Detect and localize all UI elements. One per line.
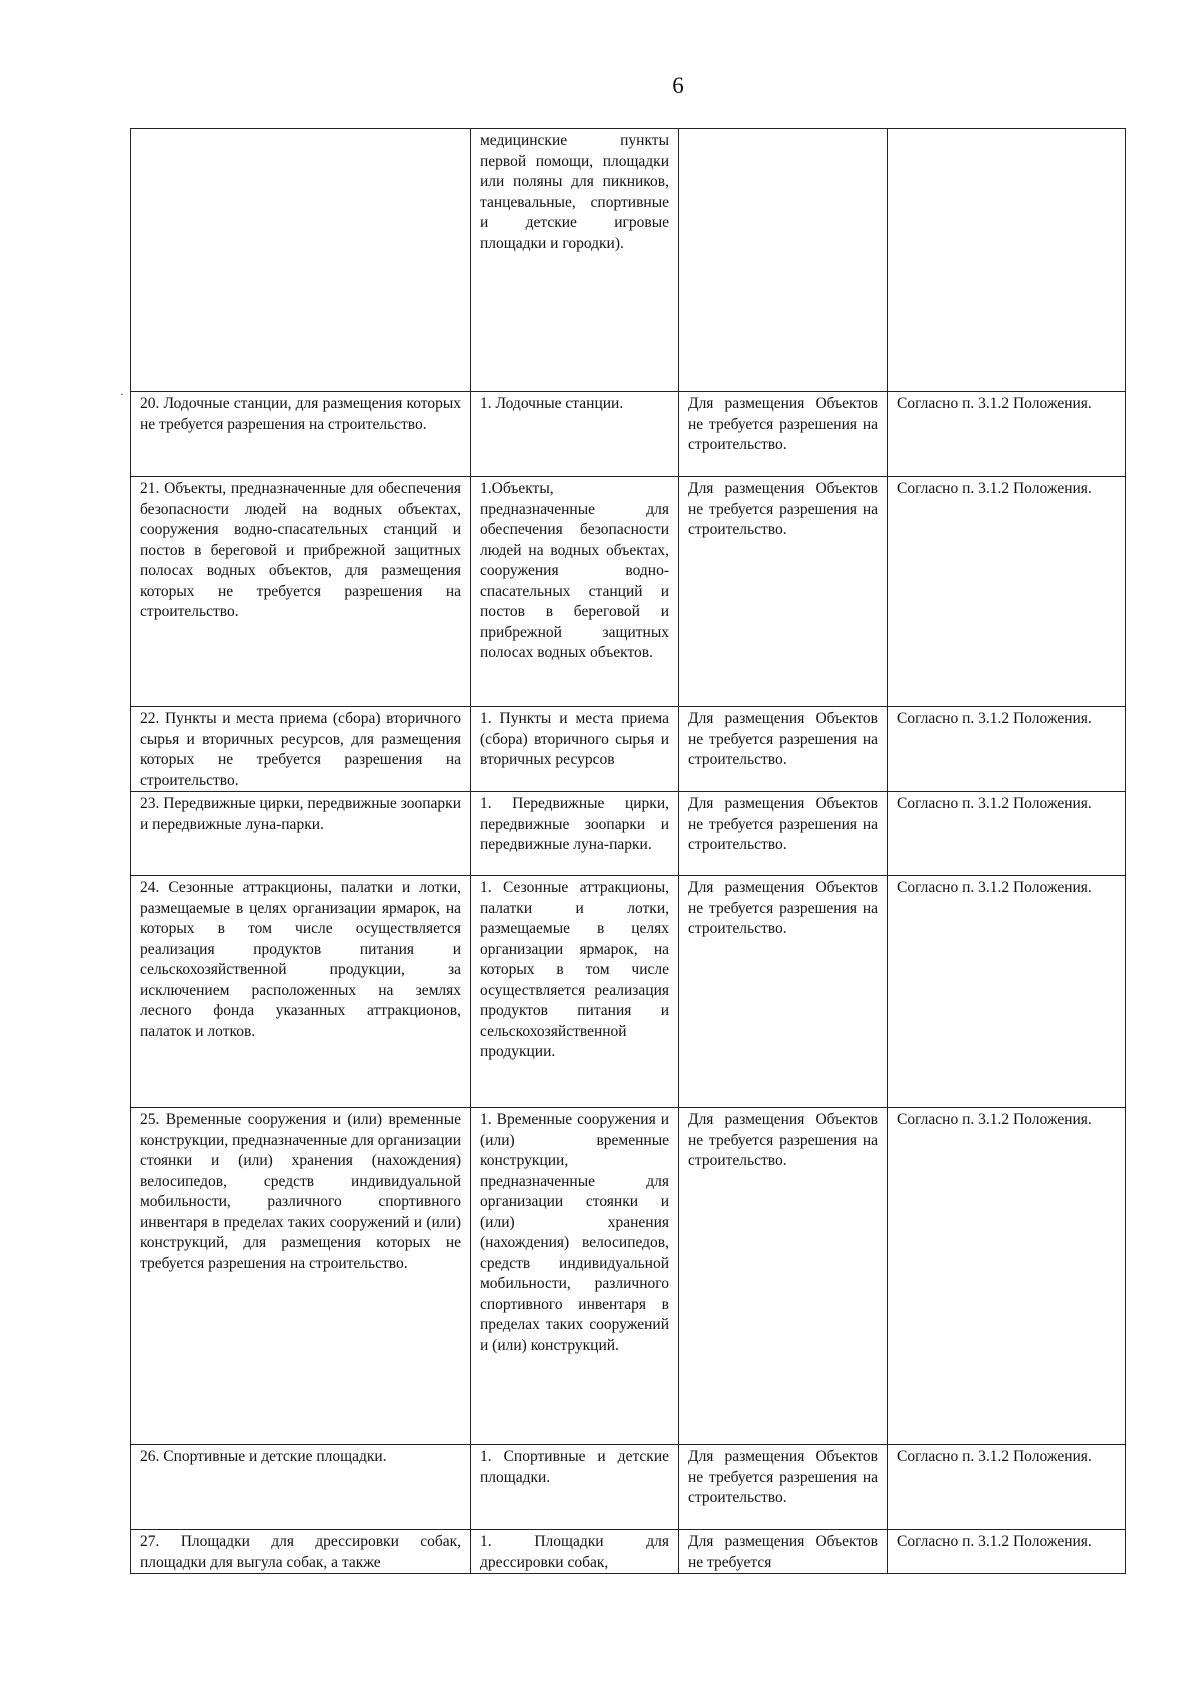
row-objects-cell: 1. Площадки для дрессировки собак, — [471, 1530, 679, 1574]
row-condition-cell: Для размещения Объектов не требуется разрешения на строительство. — [679, 1108, 888, 1445]
row-objects-cell: 1. Спортивные и детские площадки. — [471, 1445, 679, 1530]
document-table-container — [130, 128, 1125, 1574]
row-reference-cell: Согласно п. 3.1.2 Положения. — [888, 1445, 1126, 1530]
row-objects-cell: 1. Лодочные станции. — [471, 392, 679, 477]
row-reference-cell: Согласно п. 3.1.2 Положения. — [888, 477, 1126, 707]
row-objects-cell: 1. Пункты и места приема (сбора) вторичного сырья и вторичных ресурсов — [471, 707, 679, 792]
row-objects-cell: 1.Объекты, предназначенные для обеспечения безопасности людей на водных объектах, сооружения водно-спасательных станций и постов в береговой и прибрежной защитных полосах водных объектов. — [471, 477, 679, 707]
row-condition-cell: Для размещения Объектов не требуется — [679, 1530, 888, 1574]
row-objects-cell: 1. Временные сооружения и (или) временные конструкции, предназначенные для организации стоянки и (или) хранения (нахождения) велосипедов, средств индивидуальной мобильности, различного спортивного инвентаря в пределах таких сооружений и (или) конструкций. — [471, 1108, 679, 1445]
table-row — [131, 477, 1126, 707]
row-description-cell: 26. Спортивные и детские площадки. — [131, 1445, 471, 1530]
table-row — [131, 129, 1126, 392]
row-objects-cell: 1. Сезонные аттракционы, палатки и лотки, размещаемые в целях организации ярмарок, на которых в том числе осуществляется реализация продуктов питания и сельскохозяйственной продукции. — [471, 876, 679, 1108]
row-description-cell: 20. Лодочные станции, для размещения которых не требуется разрешения на строительство. — [131, 392, 471, 477]
table-row — [131, 792, 1126, 876]
row-reference-cell — [888, 129, 1126, 392]
row-description-cell: 25. Временные сооружения и (или) временные конструкции, предназначенные для организации стоянки и (или) хранения (нахождения) велосипедов, средств индивидуальной мобильности, различного спортивного инвентаря в пределах таких сооружений и (или) конструкций, для размещения которых не требуется разрешения на строительство. — [131, 1108, 471, 1445]
row-condition-cell — [679, 129, 888, 392]
row-condition-cell: Для размещения Объектов не требуется разрешения на строительство. — [679, 792, 888, 876]
table-row — [131, 707, 1126, 792]
row-reference-cell: Согласно п. 3.1.2 Положения. — [888, 876, 1126, 1108]
row-objects-cell: 1. Передвижные цирки, передвижные зоопарки и передвижные луна-парки. — [471, 792, 679, 876]
row-reference-cell: Согласно п. 3.1.2 Положения. — [888, 792, 1126, 876]
row-description-cell: 24. Сезонные аттракционы, палатки и лотки, размещаемые в целях организации ярмарок, на которых в том числе осуществляется реализация продуктов питания и сельскохозяйственной продукции, за исключением расположенных на землях лесного фонда указанных аттракционов, палаток и лотков. — [131, 876, 471, 1108]
row-reference-cell: Согласно п. 3.1.2 Положения. — [888, 1530, 1126, 1574]
row-description-cell: 27. Площадки для дрессировки собак, площадки для выгула собак, а также — [131, 1530, 471, 1574]
row-condition-cell: Для размещения Объектов не требуется разрешения на строительство. — [679, 707, 888, 792]
table-row — [131, 392, 1126, 477]
row-reference-cell: Согласно п. 3.1.2 Положения. — [888, 707, 1126, 792]
row-reference-cell: Согласно п. 3.1.2 Положения. — [888, 392, 1126, 477]
row-reference-cell: Согласно п. 3.1.2 Положения. — [888, 1108, 1126, 1445]
table-row — [131, 1445, 1126, 1530]
row-description-cell: 23. Передвижные цирки, передвижные зоопарки и передвижные луна-парки. — [131, 792, 471, 876]
margin-mark: · — [120, 387, 124, 401]
row-condition-cell: Для размещения Объектов не требуется разрешения на строительство. — [679, 392, 888, 477]
row-description-cell: 21. Объекты, предназначенные для обеспечения безопасности людей на водных объектах, сооружения водно-спасательных станций и постов в береговой и прибрежной защитных полосах водных объектов, для размещения которых не требуется разрешения на строительство. — [131, 477, 471, 707]
document-table — [130, 128, 1126, 1574]
row-condition-cell: Для размещения Объектов не требуется разрешения на строительство. — [679, 1445, 888, 1530]
table-row — [131, 876, 1126, 1108]
page-number: 6 — [672, 73, 684, 98]
row-condition-cell: Для размещения Объектов не требуется разрешения на строительство. — [679, 477, 888, 707]
row-description-cell — [131, 129, 471, 392]
table-row — [131, 1530, 1126, 1574]
table-row — [131, 1108, 1126, 1445]
row-condition-cell: Для размещения Объектов не требуется разрешения на строительство. — [679, 876, 888, 1108]
row-objects-cell: медицинские пункты первой помощи, площадки или поляны для пикников, танцевальные, спортивные и детские игровые площадки и городки). — [471, 129, 679, 392]
row-description-cell: 22. Пункты и места приема (сбора) вторичного сырья и вторичных ресурсов, для размещения которых не требуется разрешения на строительство. — [131, 707, 471, 792]
